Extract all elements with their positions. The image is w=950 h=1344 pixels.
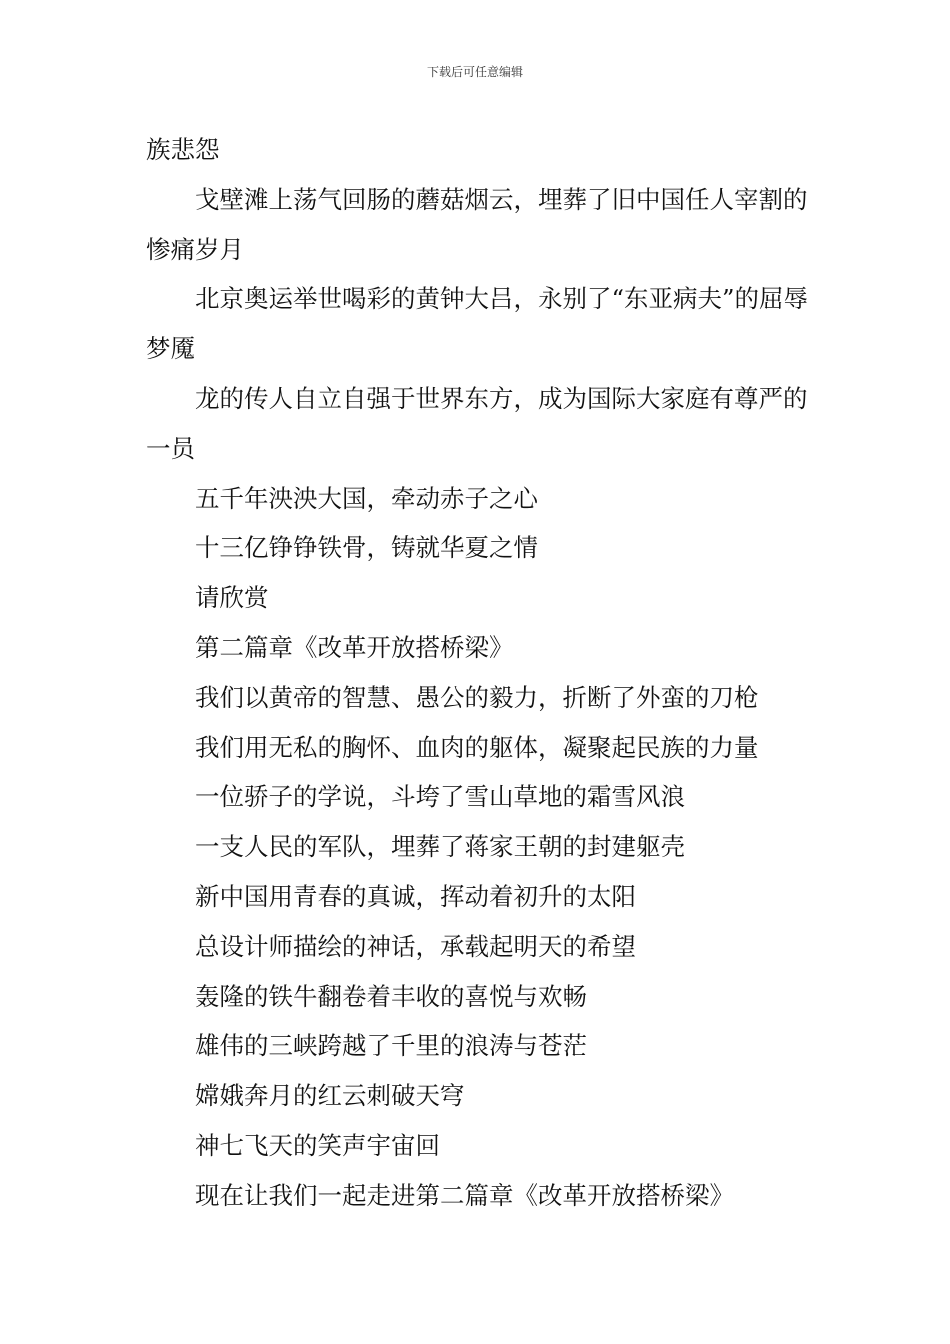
- paragraph: 嫦娥奔月的红云刺破天穹: [195, 1081, 465, 1111]
- paragraph: 总设计师描绘的神话，承载起明天的希望: [195, 931, 636, 961]
- paragraph: 新中国用青春的真诚，挥动着初升的太阳: [195, 881, 636, 911]
- page-header: [0, 64, 950, 80]
- paragraph: 龙的传人自立自强于世界东方，成为国际大家庭有尊严的一员: [146, 383, 808, 463]
- paragraph: 一位骄子的学说，斗垮了雪山草地的霜雪风浪: [195, 782, 685, 812]
- paragraph: 我们以黄帝的智慧、愚公的毅力，折断了外蛮的刀枪: [195, 682, 759, 712]
- paragraph: 神七飞天的笑声宇宙回: [195, 1130, 440, 1160]
- header-note: 下载后可任意编辑: [426, 65, 523, 79]
- paragraph: 族悲怨: [146, 135, 220, 164]
- paragraph: 第二篇章《改革开放搭桥梁》: [195, 632, 514, 662]
- paragraph: 戈壁滩上荡气回肠的蘑菇烟云，埋葬了旧中国任人宰割的惨痛岁月: [146, 184, 808, 264]
- paragraph: 我们用无私的胸怀、血肉的躯体，凝聚起民族的力量: [195, 732, 759, 762]
- paragraph: 北京奥运举世喝彩的黄钟大吕，永别了“东亚病夫”的屈辱梦魇: [146, 284, 809, 364]
- paragraph: 十三亿铮铮铁骨，铸就华夏之情: [195, 533, 538, 563]
- paragraph: 轰隆的铁牛翻卷着丰收的喜悦与欢畅: [195, 981, 587, 1011]
- paragraph: 雄伟的三峡跨越了千里的浪涛与苍茫: [195, 1031, 587, 1061]
- paragraph: 一支人民的军队，埋葬了蒋家王朝的封建躯壳: [195, 832, 685, 862]
- paragraph: 五千年泱泱大国，牵动赤子之心: [195, 483, 538, 513]
- paragraph: 请欣赏: [195, 583, 269, 613]
- paragraph: 现在让我们一起走进第二篇章《改革开放搭桥梁》: [195, 1180, 734, 1210]
- document-body: [146, 125, 810, 1221]
